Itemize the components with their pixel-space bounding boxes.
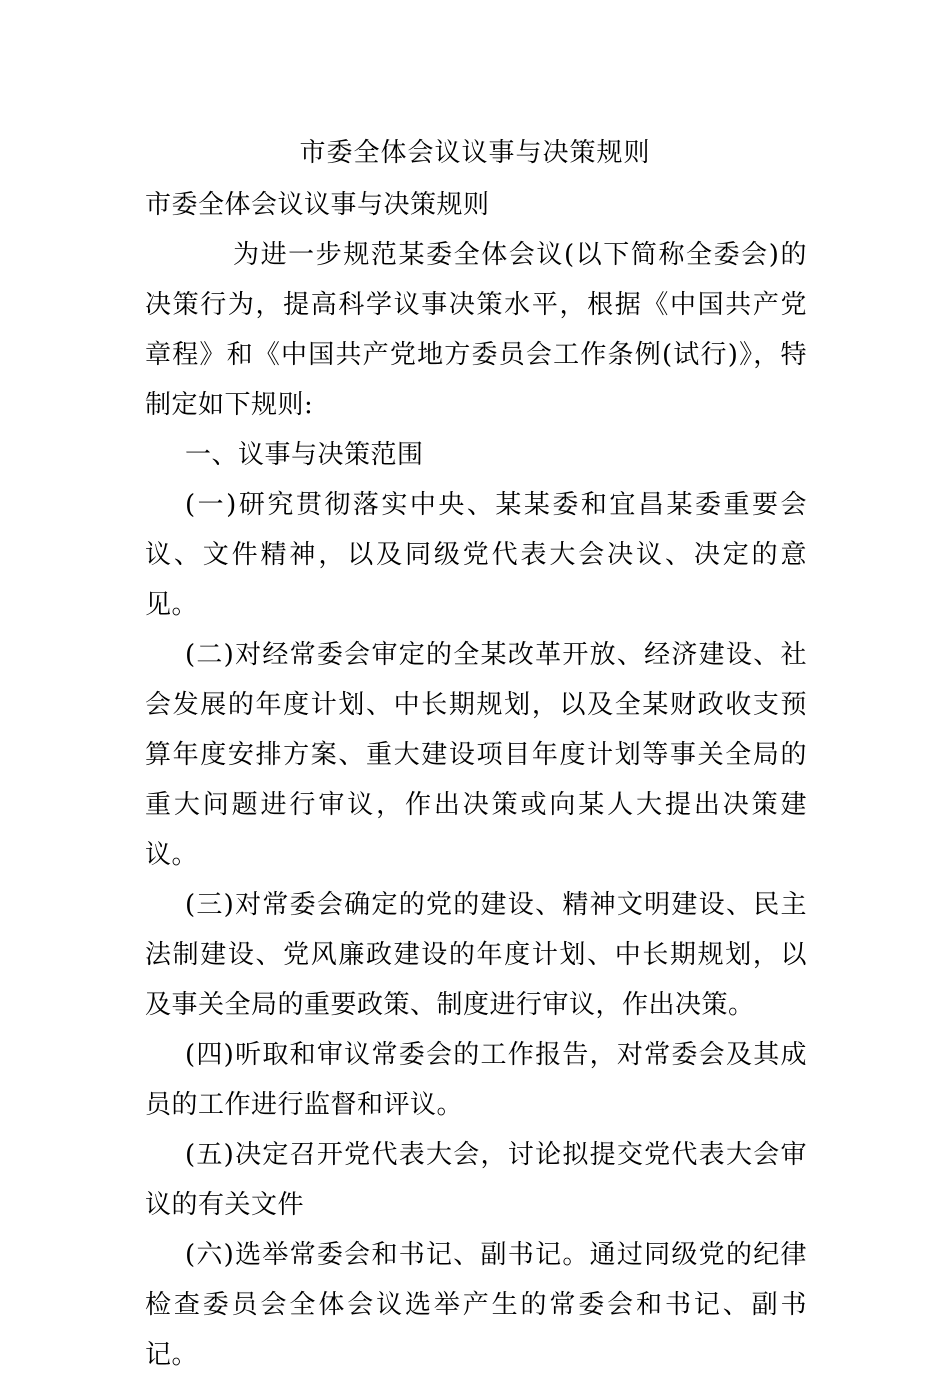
rule-item-2: (二)对经常委会审定的全某改革开放、经济建设、社会发展的年度计划、中长期规划，以及全某财政收支预算年度安排方案、重大建设项目年度计划等事关全局的重大问题进行审议，作出决策或向某人大提出决策建议。 <box>145 640 807 870</box>
rule-item-6: (六)选举常委会和书记、副书记。通过同级党的纪律检查委员会全体会议选举产生的常委会和书记、副书记。 <box>145 1240 807 1370</box>
rule-item-5: (五)决定召开党代表大会，讨论拟提交党代表大会审议的有关文件 <box>145 1140 807 1220</box>
document-body <box>145 180 807 1380</box>
document-title: 市委全体会议议事与决策规则 <box>299 138 651 168</box>
intro-paragraph: 为进一步规范某委全体会议(以下简称全委会)的决策行为，提高科学议事决策水平，根据《中国共产党章程》和《中国共产党地方委员会工作条例(试行)》，特制定如下规则: <box>145 240 807 420</box>
rule-item-1: (一)研究贯彻落实中央、某某委和宜昌某委重要会议、文件精神，以及同级党代表大会决议、决定的意见。 <box>145 490 807 620</box>
section-heading: 一、议事与决策范围 <box>185 440 424 470</box>
document-subtitle: 市委全体会议议事与决策规则 <box>145 190 490 220</box>
rule-item-4: (四)听取和审议常委会的工作报告，对常委会及其成员的工作进行监督和评议。 <box>145 1040 807 1120</box>
rule-item-3: (三)对常委会确定的党的建设、精神文明建设、民主法制建设、党风廉政建设的年度计划、中长期规划，以及事关全局的重要政策、制度进行审议，作出决策。 <box>145 890 807 1020</box>
